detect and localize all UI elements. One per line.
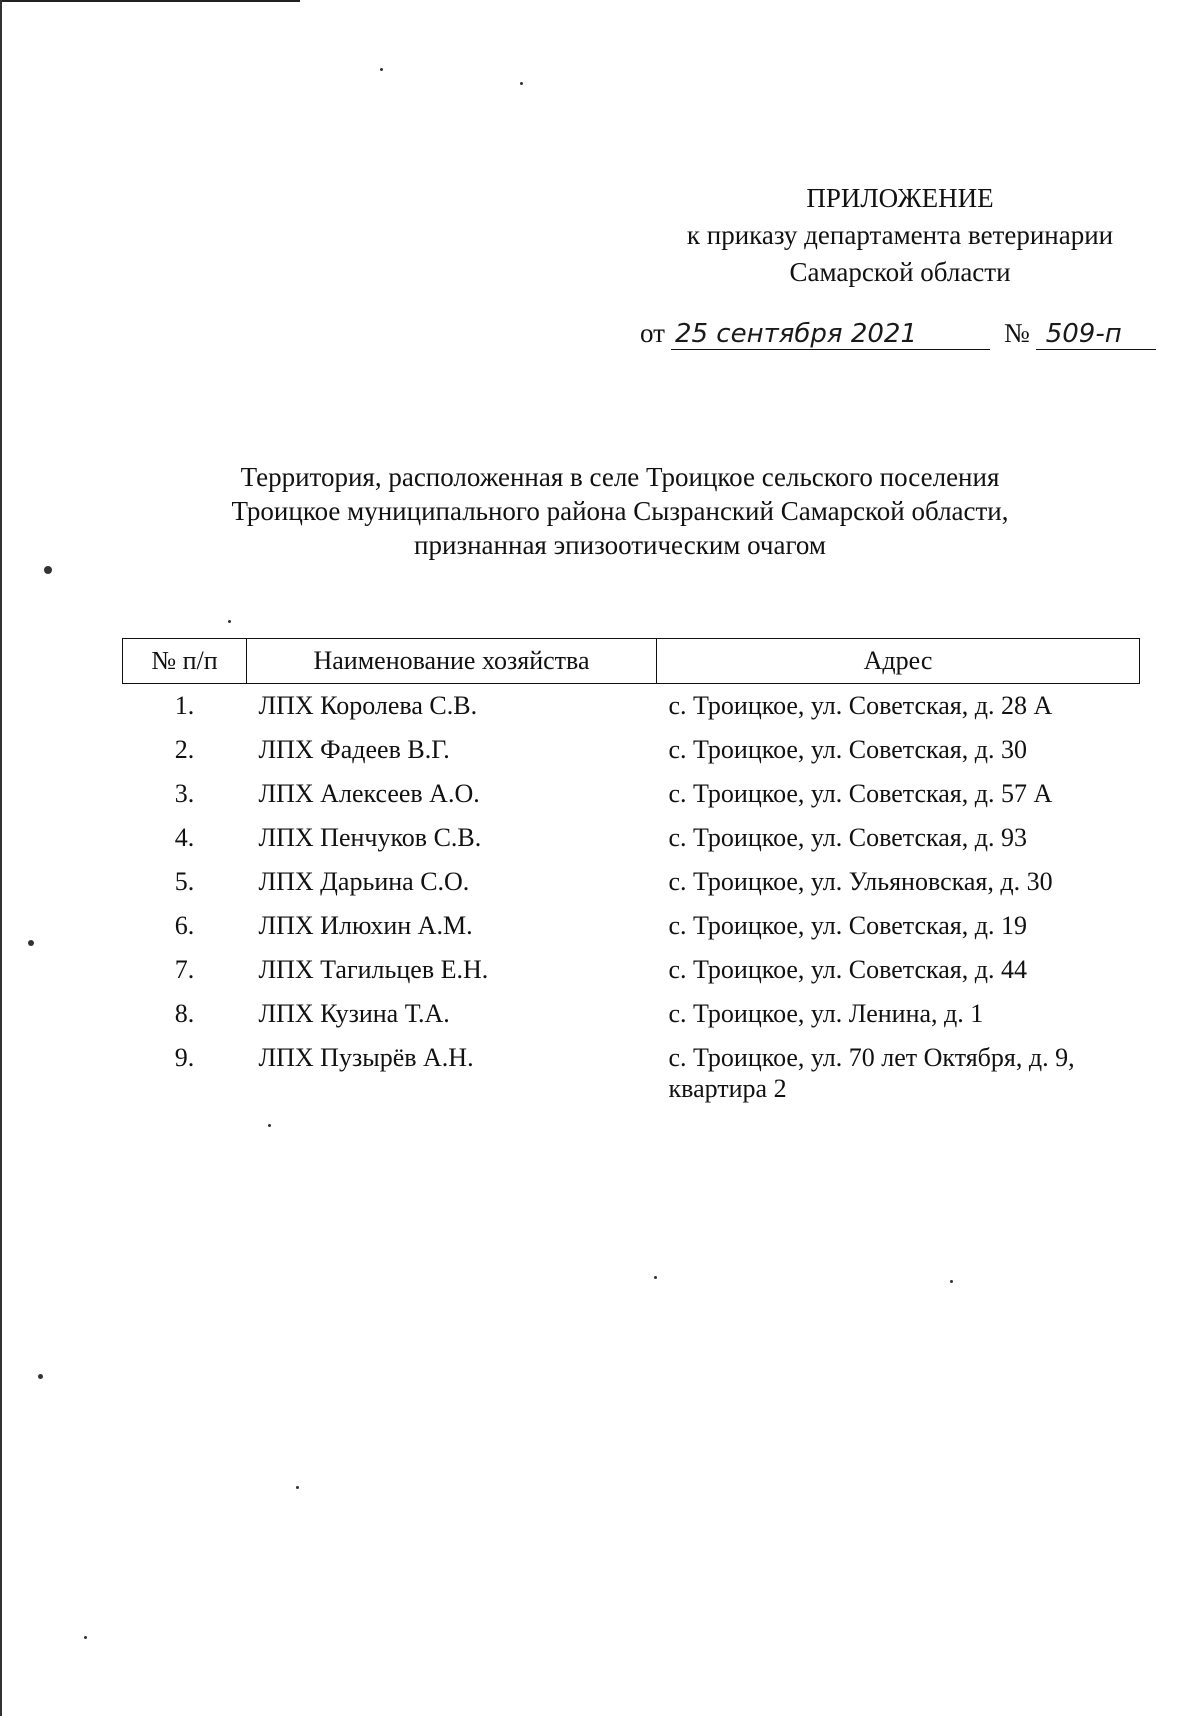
scan-speck (228, 620, 231, 623)
row-number: 2. (174, 735, 195, 764)
scan-speck (520, 82, 523, 85)
farm-name: ЛПХ Пенчуков С.В. (258, 823, 482, 852)
order-reference (640, 318, 1140, 350)
farm-name: ЛПХ Тагильцев Е.Н. (258, 955, 489, 984)
row-number: 4. (174, 823, 195, 852)
row-number: 5. (174, 867, 195, 896)
farm-name: ЛПХ Дарьина С.О. (258, 867, 470, 896)
scan-speck (296, 1486, 299, 1489)
row-number: 3. (174, 779, 195, 808)
farm-name: ЛПХ Кузина Т.А. (258, 999, 450, 1028)
farm-name: ЛПХ Фадеев В.Г. (258, 735, 450, 764)
table-row (123, 904, 1140, 948)
table-row (123, 860, 1140, 904)
farm-address: с. Троицкое, ул. Ульяновская, д. 30 (668, 867, 1053, 896)
scan-speck (950, 1280, 953, 1283)
order-number-label: № (1003, 318, 1030, 348)
table-row (123, 728, 1140, 772)
scan-speck (380, 68, 383, 71)
row-number: 6. (174, 911, 195, 940)
row-number: 1. (174, 691, 195, 720)
heading-line-1: Территория, расположенная в селе Троицкое сельского поселения (240, 462, 1000, 492)
farm-address: с. Троицкое, ул. Советская, д. 30 (668, 735, 1027, 764)
table-row (123, 684, 1140, 729)
order-date-handwritten: 25 сентября 2021 (671, 319, 990, 350)
farm-address: с. Троицкое, ул. Советская, д. 44 (668, 955, 1027, 984)
farm-name: ЛПХ Алексеев А.О. (258, 779, 480, 808)
appendix-title: ПРИЛОЖЕНИЕ (806, 183, 994, 213)
appendix-line-region: Самарской области (789, 257, 1011, 287)
row-number: 9. (174, 1043, 195, 1072)
document-heading (200, 460, 1040, 562)
appendix-line-order: к приказу департамента ветеринарии (686, 220, 1114, 250)
row-number: 7. (174, 955, 195, 984)
column-header-farm: Наименование хозяйства (247, 639, 657, 684)
farm-name: ЛПХ Илюхин А.М. (258, 911, 473, 940)
appendix-header (640, 180, 1160, 291)
table-row (123, 992, 1140, 1036)
column-header-number: № п/п (123, 639, 247, 684)
order-number-handwritten: 509-п (1036, 319, 1156, 350)
scan-speck (84, 1636, 87, 1639)
farm-address: с. Троицкое, ул. Советская, д. 28 А (668, 691, 1053, 720)
scan-speck (38, 1374, 43, 1379)
table-row (123, 948, 1140, 992)
farm-name: ЛПХ Пузырёв А.Н. (258, 1043, 474, 1072)
scan-edge-top (0, 0, 300, 2)
scan-speck (268, 1124, 271, 1127)
farm-address: с. Троицкое, ул. Ленина, д. 1 (668, 999, 984, 1028)
farms-table (122, 638, 1140, 1111)
scan-speck (44, 566, 52, 574)
farm-address: с. Троицкое, ул. 70 лет Октября, д. 9, квартира 2 (668, 1043, 1075, 1103)
scan-speck (28, 940, 34, 946)
table-row (123, 772, 1140, 816)
heading-line-2: Троицкое муниципального района Сызранский Самарской области, (231, 496, 1009, 526)
scan-edge-left (0, 0, 2, 1716)
order-from-label: от (640, 318, 665, 348)
farm-address: с. Троицкое, ул. Советская, д. 93 (668, 823, 1027, 852)
farm-name: ЛПХ Королева С.В. (258, 691, 478, 720)
heading-line-3: признанная эпизоотическим очагом (414, 530, 826, 560)
table-row (123, 1036, 1140, 1111)
scan-speck (654, 1276, 657, 1279)
row-number: 8. (174, 999, 195, 1028)
farm-address: с. Троицкое, ул. Советская, д. 19 (668, 911, 1027, 940)
table-row (123, 816, 1140, 860)
table-header-row (123, 639, 1140, 684)
column-header-address: Адрес (657, 639, 1140, 684)
farm-address: с. Троицкое, ул. Советская, д. 57 А (668, 779, 1053, 808)
